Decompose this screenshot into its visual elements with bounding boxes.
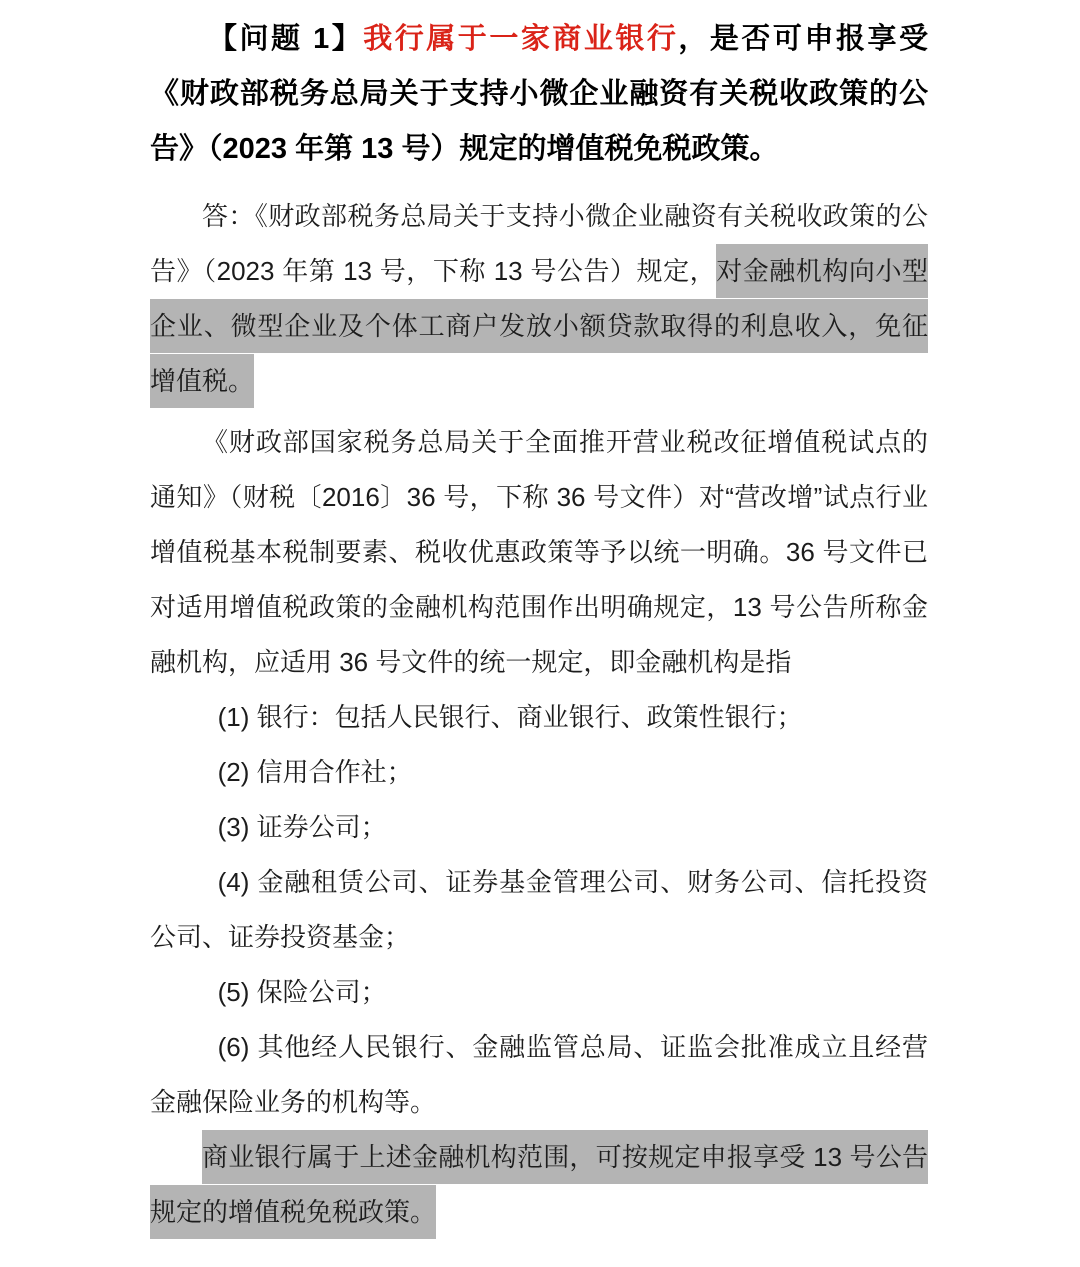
answer-lead-text: 答：《财政部税务总局关于支持小微企业融资有关税收政策的公告》（2023 年第 13 号，下称 13 号公告）规定， (150, 201, 928, 286)
list-item-securities-companies: (3) 证券公司； (217, 812, 387, 842)
list-item-banks: (1) 银行：包括人民银行、商业银行、政策性银行； (217, 702, 803, 732)
answer-highlighted-text: 对金融机构向小型企业、微型企业及个体工商户发放小额贷款取得的利息收入，免征增值税。 (150, 244, 928, 408)
list-item-leasing-and-funds: (4) 金融租赁公司、证券基金管理公司、财务公司、信托投资公司、证券投资基金； (150, 867, 928, 952)
answer-paragraph (150, 189, 928, 409)
list-item-insurance-companies: (5) 保险公司； (217, 977, 387, 1007)
list-item-other-institutions: (6) 其他经人民银行、金融监管总局、证监会批准成立且经营金融保险业务的机构等。 (150, 1032, 928, 1117)
list-item-credit-cooperatives: (2) 信用合作社； (217, 757, 413, 787)
conclusion-highlighted-text: 商业银行属于上述金融机构范围，可按规定申报享受 13 号公告规定的增值税免税政策。 (150, 1130, 928, 1239)
question-rest-text: ，是否可申报享受《财政部税务总局关于支持小微企业融资有关税收政策的公告》（2023 年第 13 号）规定的增值税免税政策。 (150, 23, 928, 165)
question-heading (150, 12, 928, 177)
policy-explanation-paragraph: 《财政部国家税务总局关于全面推开营业税改征增值税试点的通知》（财税〔2016〕36 号，下称 36 号文件）对“营改增”试点行业增值税基本税制要素、税收优惠政策等予以统一明确。36 号文件已对适用增值税政策的金融机构范围作出明确规定，13 号公告所称金融机构，应适用 36 号文件的统一规定，即金融机构是指 (150, 427, 928, 677)
question-red-text: 我行属于一家商业银行 (363, 23, 679, 55)
conclusion-paragraph (150, 1130, 928, 1240)
question-label: 【问题 1】 (208, 23, 364, 55)
